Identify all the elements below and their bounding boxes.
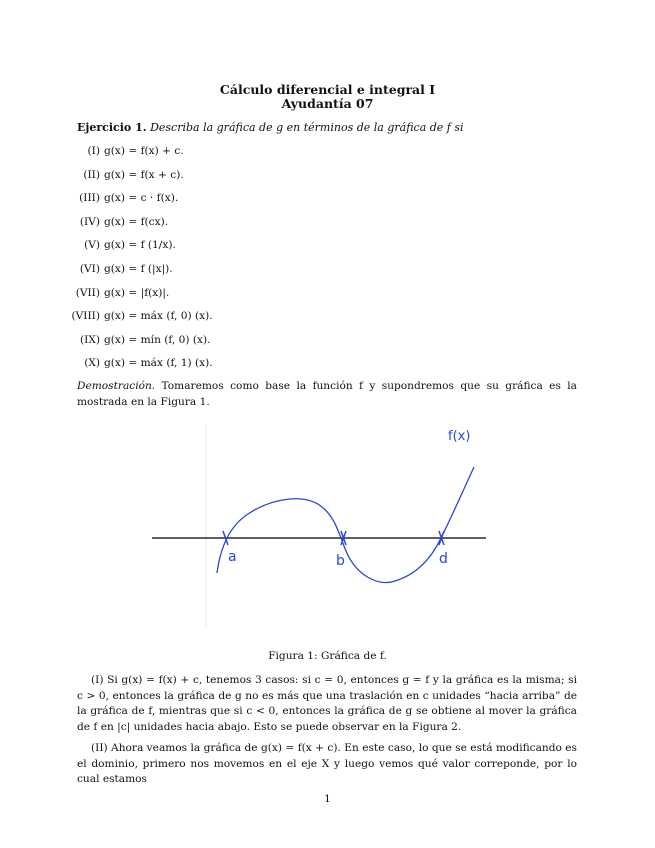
document-subtitle: Ayudantía 07 xyxy=(281,96,374,111)
item-formula: g(x) = máx (f, 1) (x). xyxy=(104,357,213,369)
item-formula: g(x) = f(x) + c. xyxy=(104,145,184,157)
curve-label: f(x) xyxy=(448,429,471,444)
item-formula: g(x) = f(x + c). xyxy=(104,169,184,181)
item-label: (V) xyxy=(84,239,100,251)
item-label: (VII) xyxy=(75,287,100,299)
paragraph-item-2: (II) Ahora veamos la gráfica de g(x) = f(x + c). En este caso, lo que se está modificando es el dominio, primero nos movemos en el eje X y luego vemos qué valor correponde, por lo cual estamos xyxy=(77,742,577,785)
item-formula: g(x) = f(cx). xyxy=(104,216,169,228)
page-number: 1 xyxy=(324,793,331,805)
point-label-d: d xyxy=(439,551,448,567)
function-curve xyxy=(217,467,474,583)
item-formula: g(x) = máx (f, 0) (x). xyxy=(104,310,213,322)
item-label: (II) xyxy=(83,169,100,181)
demonstration-paragraph xyxy=(77,379,577,410)
document-title: Cálculo diferencial e integral I xyxy=(219,82,436,97)
item-label: (IV) xyxy=(79,216,100,228)
demonstration-label: Demostración. xyxy=(77,380,156,392)
item-formula: g(x) = f (1/x). xyxy=(104,239,176,251)
figure-1 xyxy=(0,415,655,640)
item-label: (III) xyxy=(79,192,100,204)
item-label: (X) xyxy=(84,357,100,369)
item-formula: g(x) = mín (f, 0) (x). xyxy=(104,334,211,346)
exercise-prompt: Describa la gráfica de g en términos de la gráfica de f si xyxy=(150,121,464,134)
item-label: (IX) xyxy=(80,334,100,346)
paragraph-item-1: (I) Si g(x) = f(x) + c, tenemos 3 casos: si c = 0, entonces g = f y la gráfica es la misma; si c > 0, entonces la gráfica de g no es más que una traslación en c unidades “hacia arriba” de la gráfica de f, mientras que si c < 0, entonces la gráfica de g se obtiene al mover la gráfica de f en |c| unidades hacia abajo. Esto se puede observar en la Figura 2. xyxy=(77,674,577,733)
item-label: (I) xyxy=(87,145,100,157)
demonstration-text: Tomaremos como base la función f y supondremos que su gráfica es la mostrada en la Figura 1. xyxy=(77,380,577,408)
exercise-heading xyxy=(77,121,464,134)
item-formula: g(x) = |f(x)|. xyxy=(104,287,170,299)
figure-caption: Figura 1: Gráfica de f. xyxy=(268,650,387,662)
item-formula: g(x) = c · f(x). xyxy=(104,192,179,204)
item-label: (VIII) xyxy=(71,310,100,322)
item-formula: g(x) = f (|x|). xyxy=(104,263,173,275)
point-label-a: a xyxy=(228,549,237,565)
exercise-label: Ejercicio 1. xyxy=(77,121,147,134)
point-label-b: b xyxy=(336,553,345,569)
item-label: (VI) xyxy=(79,263,100,275)
